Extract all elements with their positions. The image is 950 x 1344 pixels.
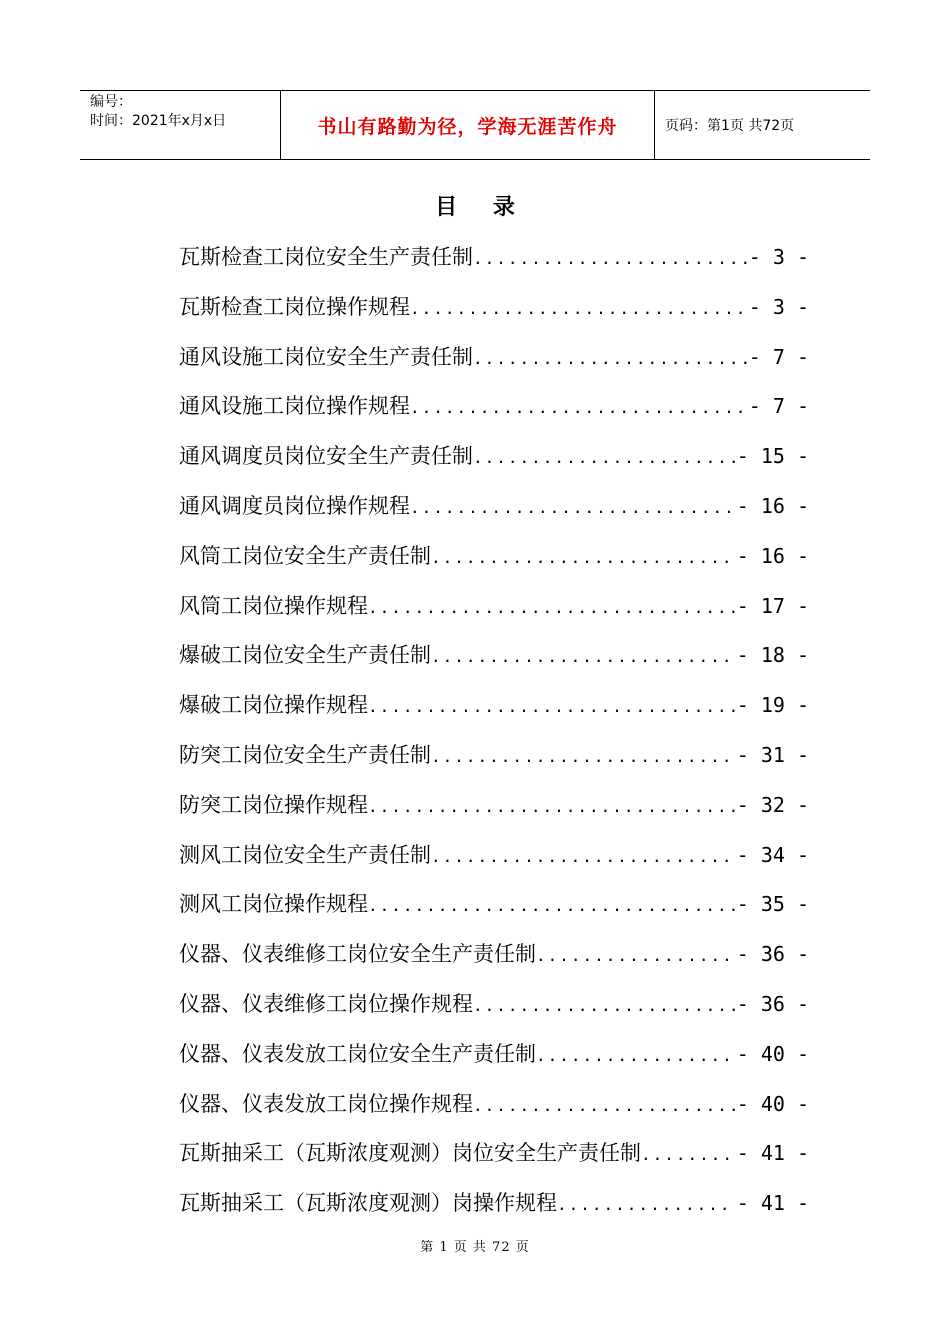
header-page-info: 页码：第1页 共72页 <box>665 118 795 134</box>
toc-entry[interactable] <box>179 731 809 781</box>
toc-leader-dots <box>431 533 735 583</box>
toc-leader-dots <box>431 732 735 782</box>
toc-entry-page: - 40 - <box>736 1041 809 1066</box>
toc-leader-dots <box>536 1031 735 1081</box>
toc-leader-dots <box>431 632 735 682</box>
toc-entry[interactable] <box>179 781 809 831</box>
toc-leader-dots <box>473 234 747 284</box>
document-time-label: 时间：2021年x月x日 <box>90 113 227 129</box>
toc-entry-page: - 35 - <box>736 892 809 917</box>
toc-entry[interactable] <box>179 532 809 582</box>
toc-entry-title: 爆破工岗位安全生产责任制 <box>179 643 431 668</box>
toc-leader-dots <box>368 682 735 732</box>
toc-entry[interactable] <box>179 1080 809 1130</box>
toc-leader-dots <box>410 284 747 334</box>
table-of-contents <box>179 233 809 1229</box>
toc-entry-title: 通风设施工岗位安全生产责任制 <box>179 344 473 369</box>
toc-entry[interactable] <box>179 333 809 383</box>
toc-entry[interactable] <box>179 681 809 731</box>
toc-entry-page: - 15 - <box>736 444 809 469</box>
page-footer: 第 1 页 共 72 页 <box>420 1240 530 1255</box>
toc-leader-dots <box>536 931 735 981</box>
toc-entry-page: - 3 - <box>748 294 809 319</box>
toc-leader-dots <box>557 1180 735 1230</box>
toc-title: 目 录 <box>435 194 529 220</box>
toc-entry-page: - 40 - <box>736 1091 809 1116</box>
toc-leader-dots <box>473 334 747 384</box>
header-meta <box>80 91 281 159</box>
toc-entry-title: 仪器、仪表维修工岗位安全生产责任制 <box>179 942 536 967</box>
toc-entry[interactable] <box>179 1129 809 1179</box>
toc-entry-page: - 16 - <box>736 543 809 568</box>
toc-entry-title: 仪器、仪表维修工岗位操作规程 <box>179 991 473 1016</box>
toc-entry[interactable] <box>179 980 809 1030</box>
toc-entry-page: - 36 - <box>736 942 809 967</box>
header-motto: 书山有路勤为径，学海无涯苦作舟 <box>281 91 655 159</box>
toc-entry[interactable] <box>179 283 809 333</box>
toc-entry[interactable] <box>179 482 809 532</box>
toc-entry-page: - 32 - <box>736 792 809 817</box>
toc-entry-title: 测风工岗位操作规程 <box>179 892 368 917</box>
document-number-label: 编号： <box>90 94 132 110</box>
toc-entry-page: - 7 - <box>748 344 809 369</box>
toc-entry-title: 风筒工岗位安全生产责任制 <box>179 543 431 568</box>
toc-entry-title: 仪器、仪表发放工岗位操作规程 <box>179 1091 473 1116</box>
toc-entry-page: - 34 - <box>736 842 809 867</box>
toc-entry-page: - 3 - <box>748 245 809 269</box>
toc-entry[interactable] <box>179 1179 809 1229</box>
toc-entry-page: - 16 - <box>736 493 809 518</box>
toc-entry-page: - 41 - <box>736 1191 809 1216</box>
toc-leader-dots <box>368 583 735 633</box>
toc-entry-title: 瓦斯抽采工（瓦斯浓度观测）岗操作规程 <box>179 1191 557 1216</box>
toc-entry-page: - 19 - <box>736 693 809 718</box>
toc-entry-title: 通风调度员岗位安全生产责任制 <box>179 444 473 469</box>
toc-entry-title: 通风调度员岗位操作规程 <box>179 493 410 518</box>
toc-entry-title: 爆破工岗位操作规程 <box>179 693 368 718</box>
toc-leader-dots <box>431 832 735 882</box>
toc-entry[interactable] <box>179 432 809 482</box>
toc-entry-title: 通风设施工岗位操作规程 <box>179 394 410 419</box>
toc-entry[interactable] <box>179 930 809 980</box>
toc-entry-page: - 36 - <box>736 991 809 1016</box>
toc-leader-dots <box>473 1081 735 1131</box>
toc-leader-dots <box>368 782 735 832</box>
toc-leader-dots <box>641 1130 735 1180</box>
toc-entry[interactable] <box>179 631 809 681</box>
toc-entry[interactable] <box>179 831 809 881</box>
toc-entry[interactable] <box>179 582 809 632</box>
toc-entry[interactable] <box>179 1030 809 1080</box>
toc-entry-title: 测风工岗位安全生产责任制 <box>179 842 431 867</box>
toc-entry-title: 瓦斯检查工岗位安全生产责任制 <box>179 245 473 269</box>
toc-entry-title: 瓦斯检查工岗位操作规程 <box>179 294 410 319</box>
toc-entry-page: - 31 - <box>736 742 809 767</box>
toc-entry-title: 风筒工岗位操作规程 <box>179 593 368 618</box>
toc-entry[interactable] <box>179 233 809 283</box>
toc-leader-dots <box>368 881 735 931</box>
toc-entry-page: - 7 - <box>748 394 809 419</box>
toc-entry-title: 仪器、仪表发放工岗位安全生产责任制 <box>179 1041 536 1066</box>
page-header <box>80 90 870 160</box>
toc-entry[interactable] <box>179 382 809 432</box>
toc-leader-dots <box>473 981 735 1031</box>
toc-entry-page: - 18 - <box>736 643 809 668</box>
toc-entry-title: 防突工岗位安全生产责任制 <box>179 742 431 767</box>
toc-entry-page: - 17 - <box>736 593 809 618</box>
toc-leader-dots <box>410 383 747 433</box>
toc-entry-page: - 41 - <box>736 1141 809 1166</box>
toc-entry-title: 瓦斯抽采工（瓦斯浓度观测）岗位安全生产责任制 <box>179 1141 641 1166</box>
toc-leader-dots <box>410 483 735 533</box>
toc-entry-title: 防突工岗位操作规程 <box>179 792 368 817</box>
toc-entry[interactable] <box>179 880 809 930</box>
toc-leader-dots <box>473 433 735 483</box>
